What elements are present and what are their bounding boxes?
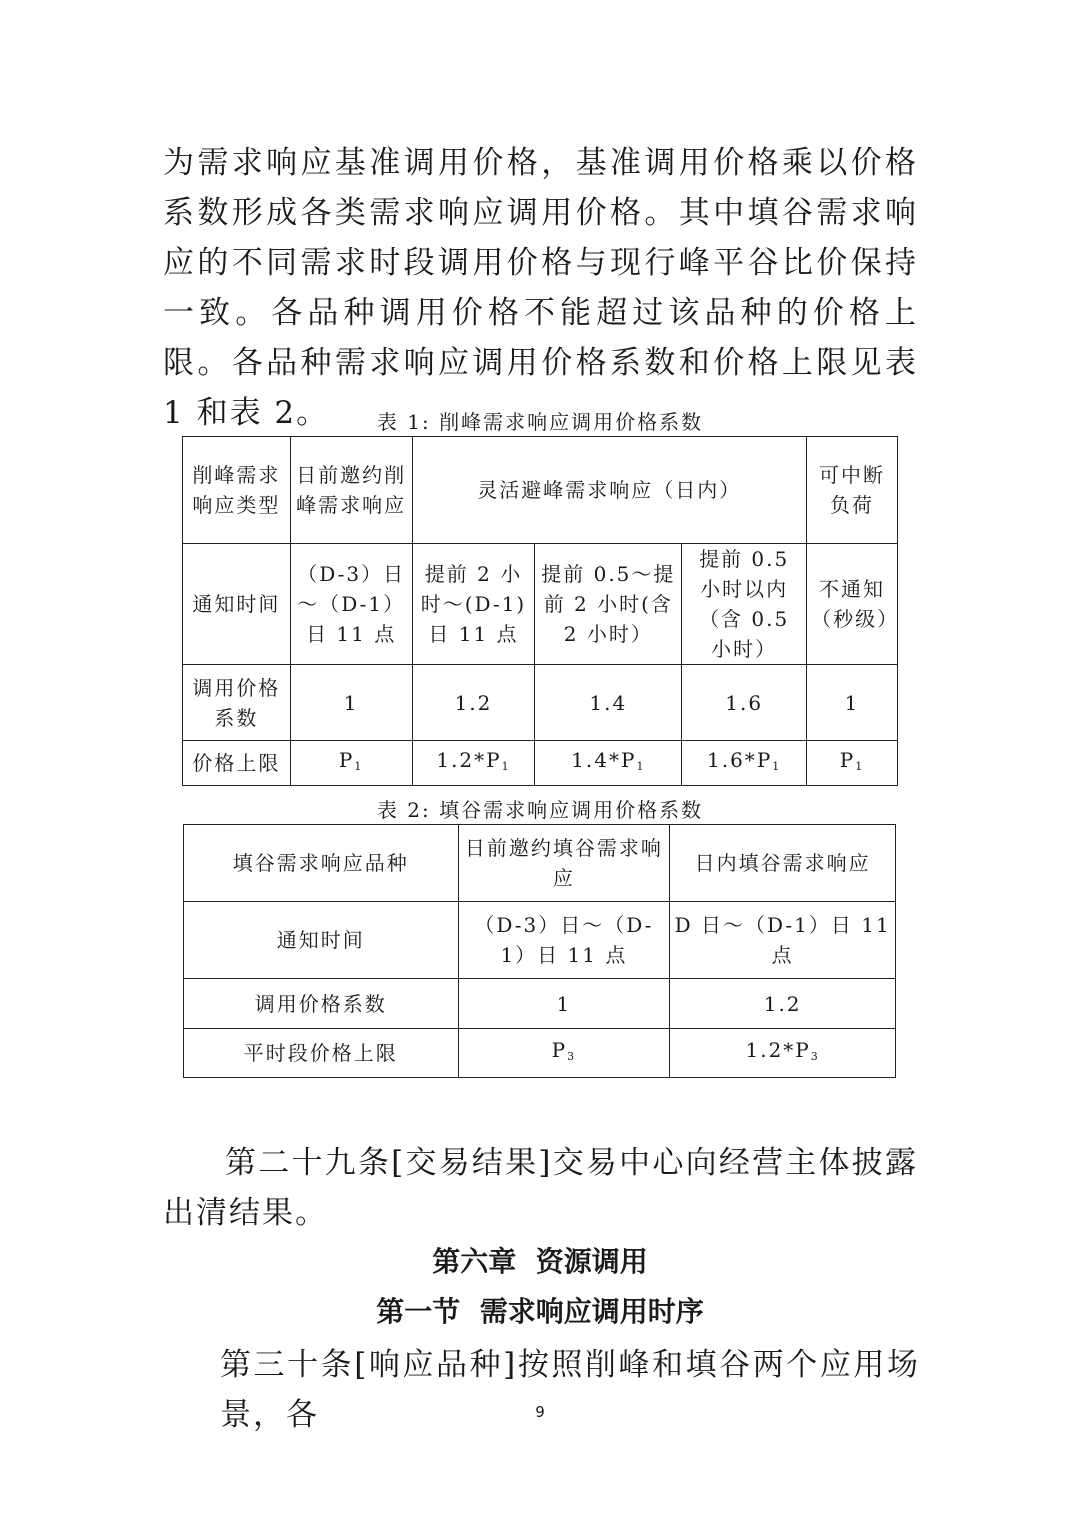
table-cell: 提前 2 小时～(D-1) 日 11 点 bbox=[412, 544, 535, 665]
header-cell: 填谷需求响应品种 bbox=[184, 825, 459, 902]
header-cell: 日前邀约填谷需求响应 bbox=[458, 825, 670, 902]
table-cell: 1 bbox=[290, 665, 412, 741]
body-paragraph-1: 为需求响应基准调用价格，基准调用价格乘以价格系数形成各类需求响应调用价格。其中填谷需求响应的不同需求时段调用价格与现行峰平谷比价保持一致。各品种调用价格不能超过该品种的价格上限。各品种需求响应调用价格系数和价格上限见表 1 和表 2。 bbox=[163, 145, 918, 431]
row-label: 平时段价格上限 bbox=[184, 1029, 459, 1078]
table-row bbox=[183, 437, 898, 544]
table-cell: $P_1$ bbox=[807, 741, 898, 786]
table-cell: （D-3）日～（D-1）日 11 点 bbox=[458, 902, 670, 979]
row-label: 调用价格系数 bbox=[183, 665, 291, 741]
table-cell: $1.4*P_1$ bbox=[535, 741, 682, 786]
table-cell: 1.6 bbox=[682, 665, 807, 741]
table-row bbox=[184, 902, 896, 979]
table-cell: 提前 0.5 小时以内（含 0.5 小时） bbox=[682, 544, 807, 665]
table-cell: （D-3）日～（D-1）日 11 点 bbox=[290, 544, 412, 665]
row-label: 调用价格系数 bbox=[184, 979, 459, 1029]
chapter-title: 第六章 资源调用 bbox=[432, 1245, 648, 1278]
table-cell: 1.4 bbox=[535, 665, 682, 741]
table-cell: $1.2*P_3$ bbox=[670, 1029, 896, 1078]
table-row bbox=[184, 979, 896, 1029]
table-cell: $1.2*P_1$ bbox=[412, 741, 535, 786]
section-title: 第一节 需求响应调用时序 bbox=[376, 1295, 704, 1328]
body-paragraph-3: 第三十条[响应品种]按照削峰和填谷两个应用场景，各 bbox=[220, 1347, 920, 1433]
body-paragraph-2: 第二十九条[交易结果]交易中心向经营主体披露出清结果。 bbox=[163, 1145, 918, 1231]
table-cell: 1.2 bbox=[412, 665, 535, 741]
table-1-peak-shaving-coefficients bbox=[182, 436, 898, 786]
table-cell: $1.6*P_1$ bbox=[682, 741, 807, 786]
table-row bbox=[184, 1029, 896, 1078]
table-2-caption: 表 2: 填谷需求响应调用价格系数 bbox=[376, 798, 704, 822]
table-cell: 1 bbox=[807, 665, 898, 741]
row-label: 价格上限 bbox=[183, 741, 291, 786]
table-row bbox=[183, 544, 898, 665]
row-label: 通知时间 bbox=[184, 902, 459, 979]
table-2-valley-filling-coefficients bbox=[183, 824, 896, 1078]
table-cell: 1.2 bbox=[670, 979, 896, 1029]
table-cell: $P_1$ bbox=[290, 741, 412, 786]
row-label: 通知时间 bbox=[183, 544, 291, 665]
header-cell: 可中断负荷 bbox=[807, 437, 898, 544]
page-number: 9 bbox=[535, 1403, 545, 1421]
header-cell: 灵活避峰需求响应（日内） bbox=[412, 437, 807, 544]
table-1-caption: 表 1: 削峰需求响应调用价格系数 bbox=[376, 410, 704, 434]
table-cell: 不通知（秒级） bbox=[807, 544, 898, 665]
header-cell: 削峰需求响应类型 bbox=[183, 437, 291, 544]
table-cell: 提前 0.5～提前 2 小时(含 2 小时） bbox=[535, 544, 682, 665]
table-row bbox=[183, 665, 898, 741]
table-cell: 1 bbox=[458, 979, 670, 1029]
table-cell: D 日～（D-1）日 11 点 bbox=[670, 902, 896, 979]
table-row bbox=[183, 741, 898, 786]
header-cell: 日前邀约削峰需求响应 bbox=[290, 437, 412, 544]
table-cell: $P_3$ bbox=[458, 1029, 670, 1078]
header-cell: 日内填谷需求响应 bbox=[670, 825, 896, 902]
table-row bbox=[184, 825, 896, 902]
